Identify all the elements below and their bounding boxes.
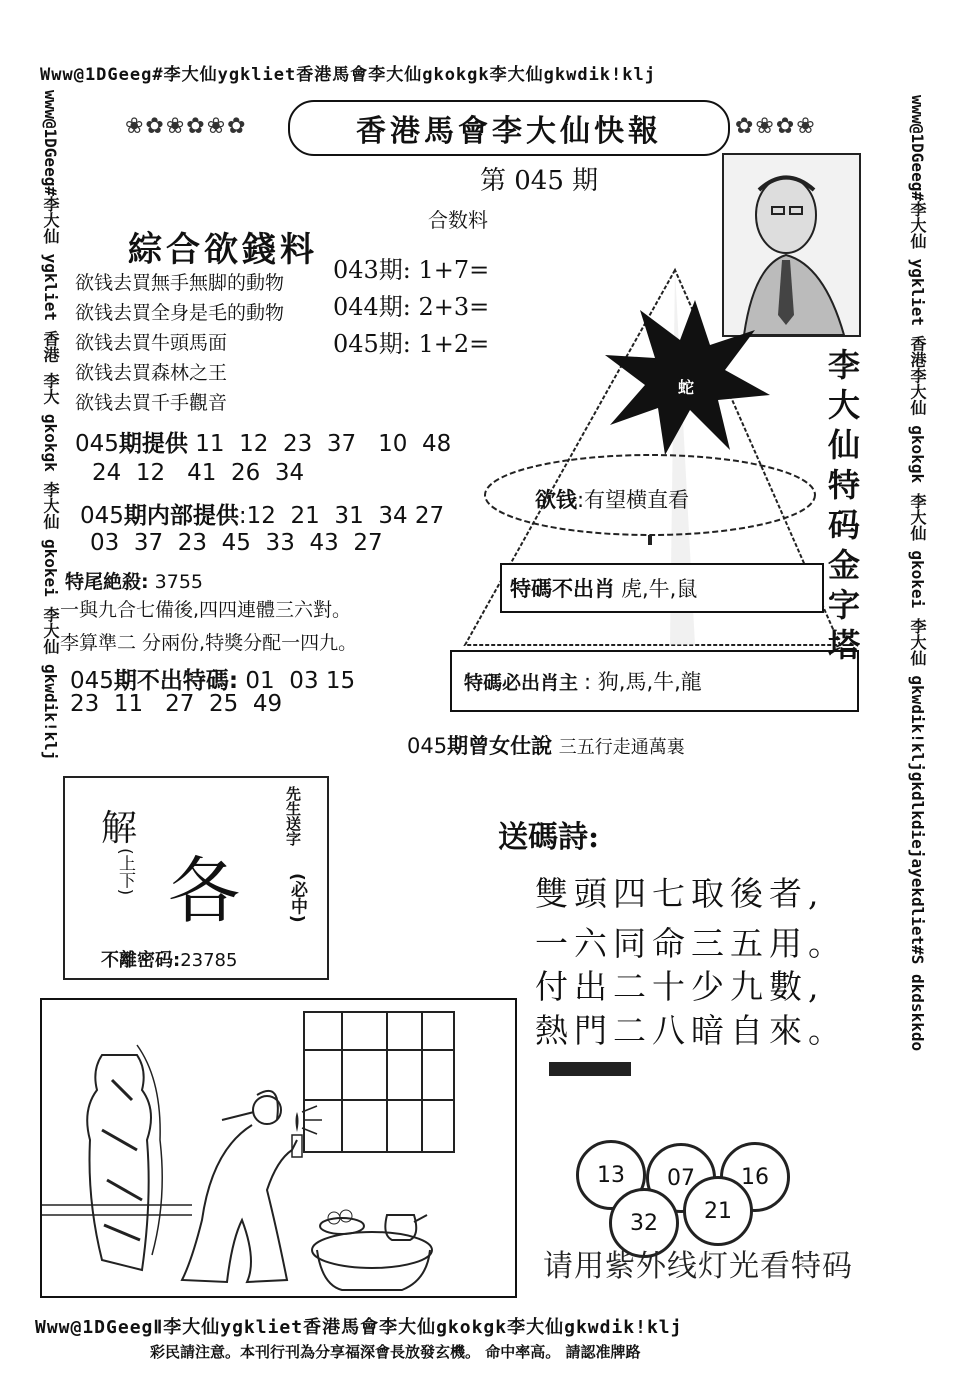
provide-row-1 xyxy=(75,425,451,458)
provide-row-2: 24 12 41 26 34 xyxy=(92,460,305,486)
internal-numbers: :12 21 31 34 27 xyxy=(238,503,445,529)
jie-right-bottom: (必中) xyxy=(287,873,307,923)
poem-line: 付出二十少九數, xyxy=(535,967,825,1006)
watermark-left: www@1DGeeg#李大仙 ygkliet 香港 李大 gkokgk 李大仙 gkokei 李大仙 gkwdik!klj xyxy=(41,90,60,761)
page-title: 香港馬會李大仙快報 xyxy=(288,100,730,156)
provide-label: 期提供 xyxy=(118,431,188,457)
jie-box xyxy=(63,776,329,980)
watermark-top: Www@1DGeeg#李大仙ygkliet香港馬會李大仙gkokgk李大仙gkwdik!klj xyxy=(40,65,656,85)
combo-row: 043期: 1+7= xyxy=(333,256,490,284)
internal-prefix: 045 xyxy=(80,503,124,529)
want-value: :有望横直看 xyxy=(577,488,690,512)
zeng-text: 三五行走通萬裏 xyxy=(558,737,685,758)
pyramid-vertical-title: 李大仙特码金字塔 xyxy=(827,346,860,664)
poem-line: 雙頭四七取後者, xyxy=(535,874,825,913)
watermark-right: www@1DGeeg#李大仙 ygkliet 香港李大仙 gkokgk 李大仙 gkokei 李大仙 gkwdik!kljgkdlkdiejayekdliet#S dkdskkdo xyxy=(908,95,927,1052)
poem-line: 一六同命三五用。 xyxy=(535,924,847,963)
not-out-prefix: 045 xyxy=(70,668,114,694)
stamp-bar xyxy=(549,1062,631,1076)
riddle-title: 綜合欲錢料 xyxy=(128,230,318,270)
poem-title: 送碼詩: xyxy=(498,820,600,855)
provide-numbers: 11 12 23 37 10 48 xyxy=(195,431,452,457)
jie-code xyxy=(101,946,237,972)
tail-kill xyxy=(65,567,203,594)
decor-right: ✿❀✿❀ xyxy=(735,114,817,139)
issue-number: 第 045 期 xyxy=(480,166,599,196)
internal-row-1 xyxy=(80,497,444,530)
number-circle: 32 xyxy=(609,1188,679,1258)
no-zodiac-label: 特碼不出肖 xyxy=(510,577,615,601)
tail-kill-value: 3755 xyxy=(154,571,204,593)
burst-text: 蛇 xyxy=(678,378,695,397)
jie-big-char: 各 xyxy=(168,849,241,933)
scholar-illustration-icon xyxy=(42,1000,515,1296)
not-out-row-2: 23 11 27 25 49 xyxy=(70,691,283,717)
uv-light-note: 请用紫外线灯光看特码 xyxy=(543,1249,853,1284)
verse-line: 一與九合七備後,四四連體三六對。 xyxy=(60,599,352,621)
riddle-line: 欲钱去買全身是毛的動物 xyxy=(75,302,285,324)
zeng-label: 期曾女仕說 xyxy=(447,734,553,758)
number-circle: 07 xyxy=(646,1143,716,1213)
number-circle: 21 xyxy=(683,1176,753,1246)
riddle-line: 欲钱去買無手無脚的動物 xyxy=(75,272,285,294)
no-zodiac-value: 虎,牛,鼠 xyxy=(621,577,698,601)
riddle-line: 欲钱去買牛頭馬面 xyxy=(75,332,228,354)
verse-line: 李算準二 分兩份,特獎分配一四九。 xyxy=(60,632,358,654)
jie-left-sub: (上下) xyxy=(115,848,135,896)
tail-kill-label: 特尾絶殺: xyxy=(65,571,149,593)
must-zodiac-banner xyxy=(450,650,859,712)
internal-row-2: 03 37 23 45 33 43 27 xyxy=(90,530,383,556)
zeng-prefix: 045 xyxy=(407,734,448,758)
internal-label: 期内部提供 xyxy=(123,503,239,529)
provide-prefix: 045 xyxy=(75,431,119,457)
must-zodiac-value: : 狗,馬,牛,龍 xyxy=(584,670,702,694)
want-label: 欲钱 xyxy=(535,488,577,512)
jie-left-char: 解 xyxy=(101,808,138,849)
combo-row: 045期: 1+2= xyxy=(333,330,490,358)
want-text xyxy=(535,484,689,514)
riddle-line: 欲钱去買千手觀音 xyxy=(75,392,228,414)
jie-code-value: 23785 xyxy=(180,950,238,971)
riddle-line: 欲钱去買森林之王 xyxy=(75,362,228,384)
poem-line: 熱門二八暗自來。 xyxy=(535,1011,847,1050)
decor-left: ❀✿❀✿❀✿ xyxy=(125,114,248,139)
not-out-label: 期不出特碼: xyxy=(113,668,239,694)
combo-row: 044期: 2+3= xyxy=(333,293,490,321)
combo-title: 合数料 xyxy=(428,208,488,232)
jie-right-top: 先生送字 xyxy=(284,786,302,846)
footer-notice: 彩民請注意。本刊行刊為分享福深會長放發玄機。 命中率高。 請認准牌路 xyxy=(150,1343,641,1361)
no-zodiac-banner xyxy=(500,563,824,613)
watermark-bottom: Www@1DGeegⅡ李大仙ygkliet香港馬會李大仙gkokgk李大仙gkwdik!klj xyxy=(35,1317,683,1338)
jie-code-label: 不離密码: xyxy=(101,950,181,971)
number-circle: 13 xyxy=(576,1140,646,1210)
zeng-line xyxy=(407,730,685,760)
number-circle: 16 xyxy=(720,1142,790,1212)
illustration xyxy=(40,998,517,1298)
must-zodiac-label: 特碼必出肖主 xyxy=(464,671,579,694)
not-out-numbers: 01 03 15 xyxy=(245,668,356,694)
